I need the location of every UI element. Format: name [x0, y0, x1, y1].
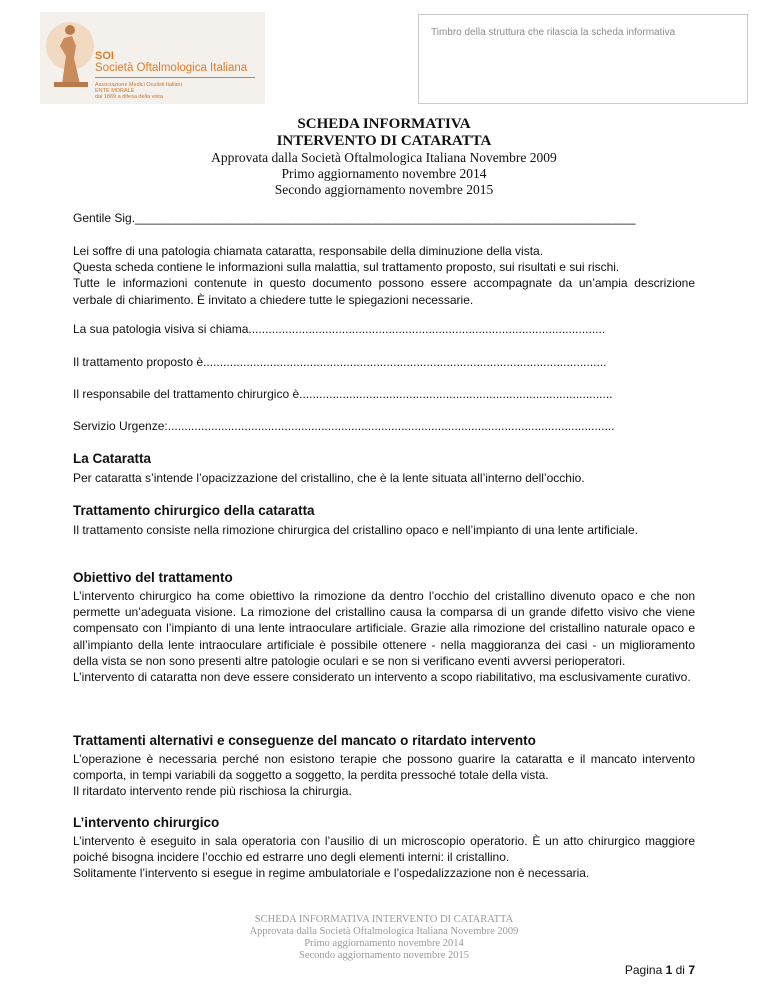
section-body-obiettivo: L’intervento chirurgico ha come obiettivo la rimozione da dentro l’occhio del cristallino divenuto opaco e che non permette un’adeguata visione. La rimozione del cristallino causa la comparsa di un grande difetto visivo che viene compensato con l’impianto di una lente intraoculare artificiale. Grazie alla rimozione del cristallino naturale opaco e all’impianto della lente intraoculare artificiale è possibile ottenere - nella maggioranza dei casi - un miglioramento della vista se non sono presenti altre patologie oculari e se non si verificano eventi avversi perioperatori. L’intervento di cataratta non deve essere considerato un intervento a scopo riabilitativo, ma esclusivamente curativo. — [73, 589, 695, 685]
footer-line4: Secondo aggiornamento novembre 2015 — [299, 950, 469, 961]
stamp-box — [418, 14, 748, 104]
title-line1: SCHEDA INFORMATIVA — [297, 116, 471, 132]
section-body-trattamento: Il trattamento consiste nella rimozione chirurgica del cristallino opaco e nell’impianto di una lente artificiale. — [73, 523, 638, 537]
page-current: 1 — [665, 963, 673, 977]
page-total: 7 — [688, 963, 695, 977]
page-number — [625, 963, 695, 977]
soi-logo — [40, 12, 265, 104]
field-urgenze[interactable]: Servizio Urgenze:...................................................................................................................................... — [73, 419, 615, 433]
field-trattamento[interactable]: Il trattamento proposto è......................................................................................................................... — [73, 355, 607, 369]
subtitle-line3: Secondo aggiornamento novembre 2015 — [274, 182, 494, 197]
field-responsabile[interactable]: Il responsabile del trattamento chirurgico è.............................................................................................. — [73, 387, 613, 401]
subtitle-line1: Approvata dalla Società Oftalmologica Italiana Novembre 2009 — [211, 150, 557, 165]
section-title-obiettivo: Obiettivo del trattamento — [73, 570, 233, 585]
intro-paragraph: Lei soffre di una patologia chiamata cataratta, responsabile della diminuzione della vista. Questa scheda contiene le informazioni sulla malattia, sul trattamento proposto, sui risultati e sui rischi. Tutte le informazioni contenute in questo documento possono essere accompagnate da un’ampia descrizione verbale di chiarimento. È invitato a chiedere tutte le spiegazioni necessarie. — [73, 244, 695, 307]
logo-line1: Associazione Medici Oculisti Italiani — [95, 82, 182, 88]
logo-name: Società Oftalmologica Italiana — [95, 62, 248, 74]
section-title-trattamento: Trattamento chirurgico della cataratta — [73, 503, 315, 518]
section-body-intervento: L’intervento è eseguito in sala operatoria con l’ausilio di un microscopio operatorio. È un atto chirurgico maggiore poiché bisogna incidere l’occhio ed estrarre uno degli elementi interni: il cristallino. Solitamente l’intervento si esegue in regime ambulatoriale e l’ospedalizzazione non è necessaria. — [73, 834, 695, 881]
greeting-field[interactable]: Gentile Sig.___________________________________________________________________________ — [73, 211, 636, 225]
field-patologia[interactable]: La sua patologia visiva si chiama........................................................................................................... — [73, 322, 606, 336]
logo-line3: dal 1869 a difesa della vista — [95, 94, 163, 100]
logo-divider — [95, 77, 255, 78]
page-of: di — [675, 963, 685, 977]
stamp-label: Timbro della struttura che rilascia la scheda informativa — [431, 27, 676, 38]
section-title-alternativi: Trattamenti alternativi e conseguenze del mancato o ritardato intervento — [73, 733, 536, 748]
footer-line2: Approvata dalla Società Oftalmologica Italiana Novembre 2009 — [249, 926, 519, 937]
subtitle-line2: Primo aggiornamento novembre 2014 — [281, 166, 487, 181]
section-body-alternativi: L’operazione è necessaria perché non esistono terapie che possono guarire la cataratta e il mancato intervento comporta, in tempi variabili da soggetto a soggetto, la perdita pressoché totale della vista. Il ritardato intervento rende più rischiosa la chirurgia. — [73, 752, 695, 799]
section-title-intervento: L’intervento chirurgico — [73, 815, 220, 830]
statue-emblem-icon — [44, 16, 94, 91]
section-title-cataratta: La Cataratta — [73, 451, 152, 466]
logo-acronym: SOI — [95, 50, 114, 62]
logo-line2: ENTE MORALE — [95, 88, 135, 94]
page-label: Pagina — [624, 963, 663, 977]
section-body-cataratta: Per cataratta s’intende l’opacizzazione del cristallino, che è la lente situata all’interno dell’occhio. — [73, 471, 585, 485]
footer-line1: SCHEDA INFORMATIVA INTERVENTO DI CATARATTA — [254, 914, 514, 925]
footer-line3: Primo aggiornamento novembre 2014 — [304, 938, 464, 949]
title-line2: INTERVENTO DI CATARATTA — [276, 133, 492, 149]
